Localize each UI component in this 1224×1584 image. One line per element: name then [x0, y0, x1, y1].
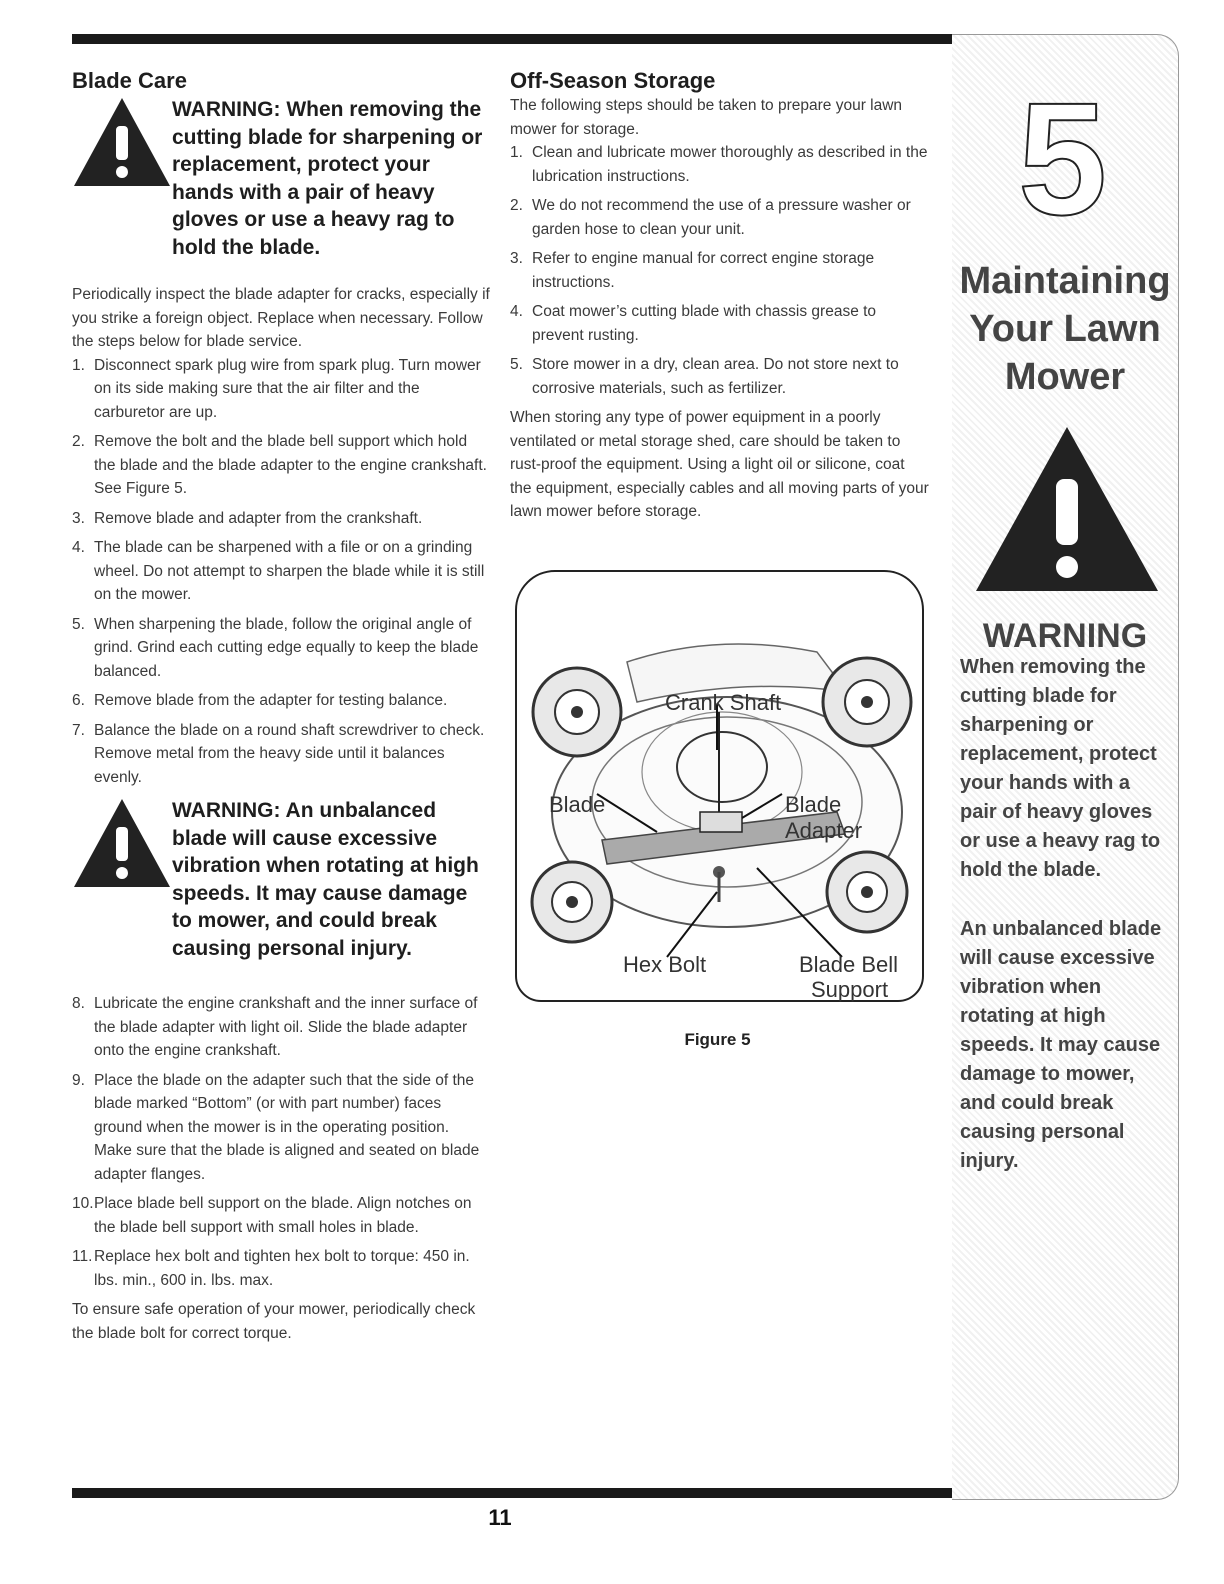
step-number: 3. — [72, 509, 85, 527]
label-crank-shaft: Crank Shaft — [665, 690, 782, 715]
step-item — [72, 354, 490, 425]
step-number: 1. — [510, 144, 523, 161]
step-item — [72, 507, 490, 531]
warning-blade-removal — [72, 96, 490, 261]
off-season-steps — [510, 141, 930, 400]
warning-triangle-icon — [72, 96, 172, 188]
chapter-title-line: Mower — [1004, 356, 1126, 398]
chapter-number: 5 — [1018, 69, 1107, 248]
off-season-heading: Off-Season Storage — [510, 68, 716, 93]
step-text: We do not recommend the use of a pressure washer or garden hose to clean your unit. — [532, 197, 911, 238]
step-text: Coat mower’s cutting blade with chassis grease to prevent rusting. — [532, 303, 877, 344]
step-text: Replace hex bolt and tighten hex bolt to torque: 450 in. lbs. min., 600 in. lbs. max. — [94, 1248, 470, 1289]
blade-adapter-shape — [700, 812, 742, 832]
step-item — [72, 689, 490, 713]
step-text: Place the blade on the adapter such that the side of the blade marked “Bottom” (or with part number) faces ground when the mower is in the operating position. Make sure that the blade is aligned and seated on blade adapter flanges. — [94, 1071, 480, 1183]
blade-care-steps-b — [72, 992, 490, 1292]
warning-unbalanced-blade — [72, 797, 490, 962]
step-text: Disconnect spark plug wire from spark plug. Turn mower on its side making sure that the air filter and the carburetor are up. — [94, 356, 481, 421]
label-hex-bolt: Hex Bolt — [623, 952, 707, 977]
step-item — [72, 613, 490, 684]
warning-text-1: WARNING: When removing the cutting blade for sharpening or replacement, protect your hands with a pair of heavy gloves or use a heavy rag to hold the blade. — [172, 98, 483, 259]
step-item — [510, 300, 930, 347]
step-item — [510, 353, 930, 400]
step-text: The blade can be sharpened with a file or on a grinding wheel. Do not attempt to sharpen the blade while it is still on the mower. — [94, 539, 485, 603]
blade-care-section — [72, 68, 490, 1345]
top-rule — [72, 34, 952, 44]
step-item — [72, 992, 490, 1063]
sidebar-warning-label: WARNING — [982, 617, 1148, 655]
warning-triangle-icon — [972, 423, 1162, 595]
off-season-intro: The following steps should be taken to prepare your lawn mower for storage. — [510, 97, 903, 138]
label-blade-adapter: Blade Adapter — [785, 792, 863, 843]
step-number: 7. — [72, 721, 85, 739]
off-season-storage-section — [510, 68, 930, 524]
step-number: 4. — [72, 539, 85, 556]
wheel-icon — [827, 852, 907, 932]
step-item — [510, 247, 930, 294]
step-text: Remove blade and adapter from the crankshaft. — [94, 509, 423, 527]
label-blade: Blade — [549, 792, 606, 817]
label-blade-bell: Blade Bell — [799, 952, 899, 977]
step-number: 5. — [72, 615, 85, 633]
step-number: 5. — [510, 356, 523, 373]
wheel-icon — [533, 668, 621, 756]
sidebar-warning-text-1: When removing the cutting blade for sharpening or replacement, protect your hands with a pair of heavy gloves or use a heavy rag to hold the blade. — [960, 656, 1161, 881]
step-item — [72, 430, 490, 501]
step-text: Remove blade from the adapter for testing balance. — [94, 692, 448, 709]
step-item — [510, 141, 930, 188]
chapter-title — [952, 257, 1178, 401]
step-text: Remove the bolt and the blade bell support which hold the blade and the blade adapter to the engine crankshaft. See Figure 5. — [94, 433, 487, 497]
step-number: 11. — [72, 1248, 93, 1265]
page-number: 11 — [488, 1505, 512, 1530]
bottom-rule — [72, 1488, 952, 1498]
step-item — [72, 536, 490, 607]
blade-care-steps-a — [72, 354, 490, 790]
sidebar-warning-text-2: An unbalanced blade will cause excessive vibration when rotating at high speeds. It may cause damage to mower, and could break causing personal injury. — [960, 918, 1162, 1172]
figure-5-box — [515, 570, 924, 1002]
wheel-icon — [532, 862, 612, 942]
step-number: 9. — [72, 1071, 85, 1089]
step-text: Balance the blade on a round shaft screwdriver to check. Remove metal from the heavy side until it balances evenly. — [94, 721, 485, 786]
step-number: 1. — [72, 356, 85, 374]
step-item — [72, 1069, 490, 1187]
step-number: 8. — [72, 995, 85, 1012]
step-text: Clean and lubricate mower thoroughly as described in the lubrication instructions. — [532, 144, 928, 185]
step-number: 10. — [72, 1195, 94, 1212]
chapter-title-line: Your Lawn — [969, 308, 1161, 350]
step-item — [72, 1192, 490, 1239]
mower-underside-illustration — [517, 572, 922, 1000]
chapter-title-line: Maintaining — [959, 260, 1171, 302]
step-text: Place blade bell support on the blade. Align notches on the blade bell support with small holes in blade. — [94, 1195, 472, 1236]
wheel-icon — [823, 658, 911, 746]
blade-care-intro: Periodically inspect the blade adapter for cracks, especially if you strike a foreign object. Replace when necessary. Follow the steps below for blade service. — [72, 286, 490, 350]
step-item — [72, 1245, 490, 1292]
chapter-sidebar — [952, 34, 1179, 1500]
step-text: Store mower in a dry, clean area. Do not store next to corrosive materials, such as fertilizer. — [532, 356, 899, 397]
warning-triangle-icon — [72, 797, 172, 889]
step-number: 2. — [72, 433, 85, 450]
figure-caption: Figure 5 — [684, 1030, 751, 1049]
step-item — [72, 719, 490, 790]
step-item — [510, 194, 930, 241]
step-number: 3. — [510, 250, 523, 267]
step-text: Refer to engine manual for correct engine storage instructions. — [532, 250, 875, 291]
blade-care-heading: Blade Care — [72, 68, 187, 93]
warning-text-2: WARNING: An unbalanced blade will cause excessive vibration when rotating at high speeds. It may cause damage to mower, and could break causing personal injury. — [172, 799, 479, 960]
label-support: Support — [811, 977, 889, 1002]
blade-care-closing: To ensure safe operation of your mower, periodically check the blade bolt for correct torque. — [72, 1301, 476, 1342]
step-number: 4. — [510, 303, 523, 320]
step-number: 6. — [72, 692, 85, 709]
step-number: 2. — [510, 197, 523, 214]
step-text: Lubricate the engine crankshaft and the inner surface of the blade adapter with light oil. Slide the blade adapter onto the engine crankshaft. — [94, 995, 478, 1059]
off-season-closing: When storing any type of power equipment in a poorly ventilated or metal storage shed, care should be taken to rust-proof the equipment. Using a light oil or silicone, coat the equipment, especially cables and all moving parts of your lawn mower before storage. — [510, 409, 929, 520]
step-text: When sharpening the blade, follow the original angle of grind. Grind each cutting edge equally to keep the blade balanced. — [94, 615, 479, 680]
